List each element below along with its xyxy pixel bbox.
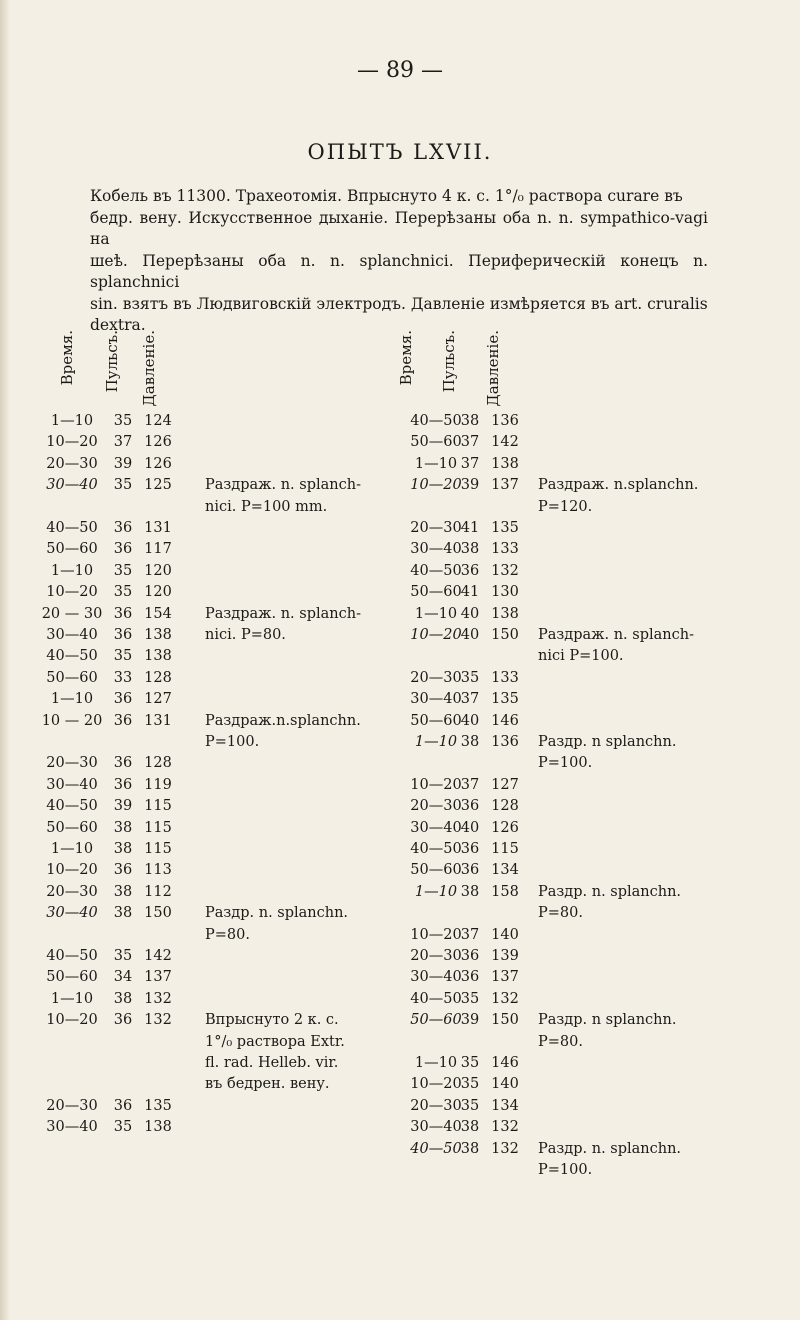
pressure-cell: 137 bbox=[144, 969, 172, 986]
pressure-cell: 119 bbox=[144, 776, 172, 793]
pressure-cell: 135 bbox=[491, 691, 519, 708]
pulse-cell: 35 bbox=[460, 990, 480, 1007]
time-cell: 50—60 bbox=[46, 969, 98, 986]
pulse-cell: 35 bbox=[113, 413, 133, 429]
pressure-cell: 138 bbox=[491, 605, 519, 622]
pressure-cell: 136 bbox=[491, 734, 519, 750]
pulse-cell: 37 bbox=[460, 455, 480, 472]
pulse-cell: 36 bbox=[113, 605, 133, 622]
pressure-cell: 154 bbox=[144, 605, 172, 622]
time-cell: 1—10 bbox=[50, 413, 94, 429]
time-cell: 30—40 bbox=[410, 819, 462, 836]
pressure-cell: 142 bbox=[491, 434, 519, 451]
pressure-cell: 132 bbox=[144, 1012, 172, 1029]
pulse-cell: 38 bbox=[460, 1119, 480, 1136]
time-cell: 30—40 bbox=[410, 541, 462, 558]
pressure-cell: 132 bbox=[491, 562, 519, 579]
intro-line: sin. взятъ въ Людвиговскій электродъ. Давленіе измѣряется въ art. cruralis bbox=[90, 294, 708, 313]
pulse-cell: 38 bbox=[113, 905, 133, 922]
time-cell: 40—50 bbox=[410, 990, 462, 1007]
pulse-cell: 38 bbox=[460, 1140, 480, 1157]
intro-line: шеѣ. Перерѣзаны оба n. n. splanchnici. Периферическій конецъ n. splanchnici bbox=[90, 251, 708, 291]
pulse-cell: 40 bbox=[460, 605, 480, 622]
time-cell: 10 — 20 bbox=[41, 712, 103, 729]
time-cell: 50—60 bbox=[46, 819, 98, 836]
pressure-cell: 115 bbox=[491, 841, 519, 857]
pressure-cell: 115 bbox=[144, 819, 172, 836]
pulse-cell: 36 bbox=[113, 755, 133, 772]
time-cell: 30—40 bbox=[410, 691, 462, 708]
time-cell: 10—20 bbox=[46, 1012, 98, 1029]
pulse-cell: 38 bbox=[113, 990, 133, 1007]
time-cell: 30—40 bbox=[410, 1119, 462, 1136]
pressure-cell: 113 bbox=[144, 862, 172, 879]
pulse-cell: 35 bbox=[460, 1076, 480, 1093]
pressure-cell: 150 bbox=[491, 1012, 519, 1029]
pulse-cell: 38 bbox=[460, 734, 480, 750]
time-cell: 50—60 bbox=[46, 669, 98, 686]
pressure-cell: 132 bbox=[144, 990, 172, 1007]
pulse-cell: 37 bbox=[460, 691, 480, 708]
note-text: P=80. bbox=[538, 1033, 583, 1050]
pulse-cell: 35 bbox=[113, 562, 133, 579]
note-text: Раздр. n. splanchn. bbox=[538, 1140, 682, 1157]
intro-line: бедр. вену. Искусственное дыханіе. Перерѣзаны оба n. n. sympathico-vagi на bbox=[90, 208, 708, 248]
header-pulse-left: Пульсъ. bbox=[103, 330, 121, 393]
pulse-cell: 39 bbox=[113, 798, 133, 815]
time-cell: 40—50 bbox=[410, 841, 462, 857]
pressure-cell: 127 bbox=[491, 776, 519, 793]
pressure-cell: 131 bbox=[144, 712, 172, 729]
time-cell: 1—10 bbox=[414, 455, 458, 472]
time-cell: 1—10 bbox=[50, 841, 94, 857]
pulse-cell: 39 bbox=[113, 455, 133, 472]
pulse-cell: 36 bbox=[460, 841, 480, 857]
intro-line: Кобель въ 11300. Трахеотомія. Впрыснуто 4 к. с. 1°/₀ раствора curare въ bbox=[90, 187, 683, 205]
pressure-cell: 126 bbox=[491, 819, 519, 836]
pressure-cell: 158 bbox=[491, 883, 519, 900]
pressure-cell: 130 bbox=[491, 584, 519, 601]
pressure-cell: 132 bbox=[491, 990, 519, 1007]
time-cell: 20—30 bbox=[410, 1097, 462, 1114]
pressure-cell: 125 bbox=[144, 477, 172, 494]
pressure-cell: 136 bbox=[491, 413, 519, 429]
time-cell: 40—50 bbox=[410, 562, 462, 579]
time-cell: 30—40 bbox=[410, 969, 462, 986]
note-text: P=120. bbox=[538, 498, 593, 515]
note-text: 1°/₀ раствора Extr. bbox=[205, 1033, 345, 1050]
time-cell: 1—10 bbox=[414, 1055, 458, 1071]
pressure-cell: 137 bbox=[491, 477, 519, 494]
time-cell: 10—20 bbox=[410, 926, 462, 943]
pulse-cell: 36 bbox=[113, 712, 133, 729]
pulse-cell: 39 bbox=[460, 477, 480, 494]
pressure-cell: 132 bbox=[491, 1119, 519, 1136]
note-text: Раздр. n splanchn. bbox=[538, 1012, 677, 1029]
pressure-cell: 134 bbox=[491, 862, 519, 879]
time-cell: 40—50 bbox=[410, 1140, 462, 1157]
time-cell: 20—30 bbox=[46, 883, 98, 900]
pulse-cell: 37 bbox=[113, 434, 133, 451]
time-cell: 30—40 bbox=[46, 1119, 98, 1136]
pressure-cell: 138 bbox=[144, 627, 172, 643]
time-cell: 20—30 bbox=[410, 669, 462, 686]
time-cell: 10—20 bbox=[410, 477, 462, 494]
pulse-cell: 38 bbox=[460, 541, 480, 558]
time-cell: 20 — 30 bbox=[41, 605, 103, 622]
pulse-cell: 40 bbox=[460, 819, 480, 836]
time-cell: 40—50 bbox=[46, 948, 98, 964]
pulse-cell: 40 bbox=[460, 712, 480, 729]
time-cell: 30—40 bbox=[46, 627, 98, 643]
pulse-cell: 41 bbox=[460, 520, 480, 536]
pressure-cell: 127 bbox=[144, 691, 172, 708]
time-cell: 40—50 bbox=[410, 413, 462, 429]
pulse-cell: 38 bbox=[113, 819, 133, 836]
pulse-cell: 35 bbox=[460, 1055, 480, 1071]
pulse-cell: 40 bbox=[460, 627, 480, 643]
time-cell: 20—30 bbox=[46, 455, 98, 472]
time-cell: 30—40 bbox=[46, 905, 98, 922]
pulse-cell: 38 bbox=[113, 883, 133, 900]
pulse-cell: 36 bbox=[113, 627, 133, 643]
note-text: P=80. bbox=[538, 905, 583, 922]
time-cell: 40—50 bbox=[46, 798, 98, 815]
pulse-cell: 33 bbox=[113, 669, 133, 686]
page-title: ОПЫТЪ LXVII. bbox=[307, 140, 493, 164]
note-text: Раздр. n. splanchn. bbox=[205, 905, 349, 922]
pulse-cell: 36 bbox=[460, 969, 480, 986]
pressure-cell: 128 bbox=[144, 669, 172, 686]
note-text: Раздраж.n.splanchn. bbox=[205, 712, 361, 729]
pressure-cell: 140 bbox=[491, 1076, 519, 1093]
pulse-cell: 38 bbox=[460, 883, 480, 900]
note-text: Раздр. n splanchn. bbox=[538, 734, 677, 750]
pressure-cell: 115 bbox=[144, 798, 172, 815]
time-cell: 10—20 bbox=[46, 434, 98, 451]
time-cell: 50—60 bbox=[410, 862, 462, 879]
time-cell: 20—30 bbox=[46, 1097, 98, 1114]
note-text: Раздраж. n. splanch- bbox=[538, 627, 694, 643]
time-cell: 1—10 bbox=[414, 605, 458, 622]
intro-paragraph bbox=[90, 186, 708, 337]
page-number: — 89 — bbox=[357, 58, 443, 83]
time-cell: 10—20 bbox=[46, 862, 98, 879]
pressure-cell: 137 bbox=[491, 969, 519, 986]
pressure-cell: 138 bbox=[491, 455, 519, 472]
pulse-cell: 36 bbox=[113, 1097, 133, 1114]
pulse-cell: 36 bbox=[113, 1012, 133, 1029]
pressure-cell: 133 bbox=[491, 541, 519, 558]
time-cell: 50—60 bbox=[410, 434, 462, 451]
pressure-cell: 120 bbox=[144, 584, 172, 601]
note-text: P=80. bbox=[205, 926, 250, 943]
pulse-cell: 36 bbox=[113, 520, 133, 536]
pulse-cell: 36 bbox=[460, 862, 480, 879]
time-cell: 1—10 bbox=[50, 990, 94, 1007]
note-text: Впрыснуто 2 к. с. bbox=[205, 1012, 339, 1029]
time-cell: 40—50 bbox=[46, 520, 98, 536]
pressure-cell: 134 bbox=[491, 1097, 519, 1114]
pulse-cell: 38 bbox=[113, 841, 133, 857]
pressure-cell: 142 bbox=[144, 948, 172, 964]
time-cell: 50—60 bbox=[410, 1012, 462, 1029]
pulse-cell: 35 bbox=[113, 648, 133, 665]
header-time-right: Время. bbox=[397, 330, 415, 386]
time-cell: 20—30 bbox=[410, 798, 462, 815]
pulse-cell: 36 bbox=[113, 691, 133, 708]
pressure-cell: 128 bbox=[144, 755, 172, 772]
time-cell: 1—10 bbox=[414, 734, 458, 750]
pressure-cell: 135 bbox=[144, 1097, 172, 1114]
pressure-cell: 115 bbox=[144, 841, 172, 857]
pulse-cell: 36 bbox=[460, 798, 480, 815]
pressure-cell: 138 bbox=[144, 1119, 172, 1136]
intro-line: dextra. bbox=[90, 316, 146, 334]
time-cell: 10—20 bbox=[410, 627, 462, 643]
pressure-cell: 135 bbox=[491, 520, 519, 536]
pulse-cell: 37 bbox=[460, 434, 480, 451]
pulse-cell: 37 bbox=[460, 776, 480, 793]
pressure-cell: 120 bbox=[144, 562, 172, 579]
note-text: Раздраж. n.splanchn. bbox=[538, 477, 699, 494]
pulse-cell: 36 bbox=[113, 862, 133, 879]
pulse-cell: 35 bbox=[113, 477, 133, 494]
pressure-cell: 126 bbox=[144, 434, 172, 451]
pressure-cell: 139 bbox=[491, 948, 519, 964]
pressure-cell: 140 bbox=[491, 926, 519, 943]
pulse-cell: 35 bbox=[113, 584, 133, 601]
note-text: Раздр. n. splanchn. bbox=[538, 883, 682, 900]
note-text: въ бедрен. вену. bbox=[205, 1076, 330, 1093]
pressure-cell: 128 bbox=[491, 798, 519, 815]
note-text: P=100. bbox=[205, 734, 260, 750]
pressure-cell: 112 bbox=[144, 883, 172, 900]
pulse-cell: 35 bbox=[113, 948, 133, 964]
time-cell: 20—30 bbox=[410, 520, 462, 536]
pulse-cell: 35 bbox=[113, 1119, 133, 1136]
time-cell: 20—30 bbox=[46, 755, 98, 772]
note-text: fl. rad. Helleb. vir. bbox=[205, 1055, 339, 1071]
time-cell: 30—40 bbox=[46, 477, 98, 494]
time-cell: 50—60 bbox=[410, 584, 462, 601]
time-cell: 40—50 bbox=[46, 648, 98, 665]
time-cell: 10—20 bbox=[410, 776, 462, 793]
pulse-cell: 36 bbox=[113, 541, 133, 558]
pressure-cell: 150 bbox=[144, 905, 172, 922]
time-cell: 50—60 bbox=[410, 712, 462, 729]
time-cell: 50—60 bbox=[46, 541, 98, 558]
pressure-cell: 126 bbox=[144, 455, 172, 472]
time-cell: 20—30 bbox=[410, 948, 462, 964]
time-cell: 1—10 bbox=[50, 691, 94, 708]
time-cell: 10—20 bbox=[46, 584, 98, 601]
note-text: nici P=100. bbox=[538, 648, 624, 665]
pulse-cell: 35 bbox=[460, 669, 480, 686]
pulse-cell: 36 bbox=[113, 776, 133, 793]
pressure-cell: 133 bbox=[491, 669, 519, 686]
header-pressure-left: Давленіе. bbox=[140, 330, 158, 407]
note-text: nici. P=100 mm. bbox=[205, 498, 328, 515]
pressure-cell: 138 bbox=[144, 648, 172, 665]
header-pulse-right: Пульсъ. bbox=[440, 330, 458, 393]
pulse-cell: 36 bbox=[460, 948, 480, 964]
pressure-cell: 150 bbox=[491, 627, 519, 643]
note-text: Раздраж. n. splanch- bbox=[205, 605, 361, 622]
pressure-cell: 117 bbox=[144, 541, 172, 558]
pulse-cell: 38 bbox=[460, 413, 480, 429]
note-text: P=100. bbox=[538, 1162, 593, 1178]
pulse-cell: 35 bbox=[460, 1097, 480, 1114]
pulse-cell: 37 bbox=[460, 926, 480, 943]
note-text: nici. P=80. bbox=[205, 627, 286, 643]
header-time-left: Время. bbox=[58, 330, 76, 386]
time-cell: 1—10 bbox=[50, 562, 94, 579]
pressure-cell: 131 bbox=[144, 520, 172, 536]
pulse-cell: 36 bbox=[460, 562, 480, 579]
note-text: Раздраж. n. splanch- bbox=[205, 477, 361, 494]
pulse-cell: 34 bbox=[113, 969, 133, 986]
pressure-cell: 132 bbox=[491, 1140, 519, 1157]
pressure-cell: 124 bbox=[144, 413, 172, 429]
page-edge bbox=[0, 0, 10, 1320]
header-pressure-right: Давленіе. bbox=[484, 330, 502, 407]
pulse-cell: 39 bbox=[460, 1012, 480, 1029]
time-cell: 30—40 bbox=[46, 776, 98, 793]
time-cell: 1—10 bbox=[414, 883, 458, 900]
pressure-cell: 146 bbox=[491, 712, 519, 729]
note-text: P=100. bbox=[538, 755, 593, 772]
time-cell: 10—20 bbox=[410, 1076, 462, 1093]
pulse-cell: 41 bbox=[460, 584, 480, 601]
pressure-cell: 146 bbox=[491, 1055, 519, 1071]
